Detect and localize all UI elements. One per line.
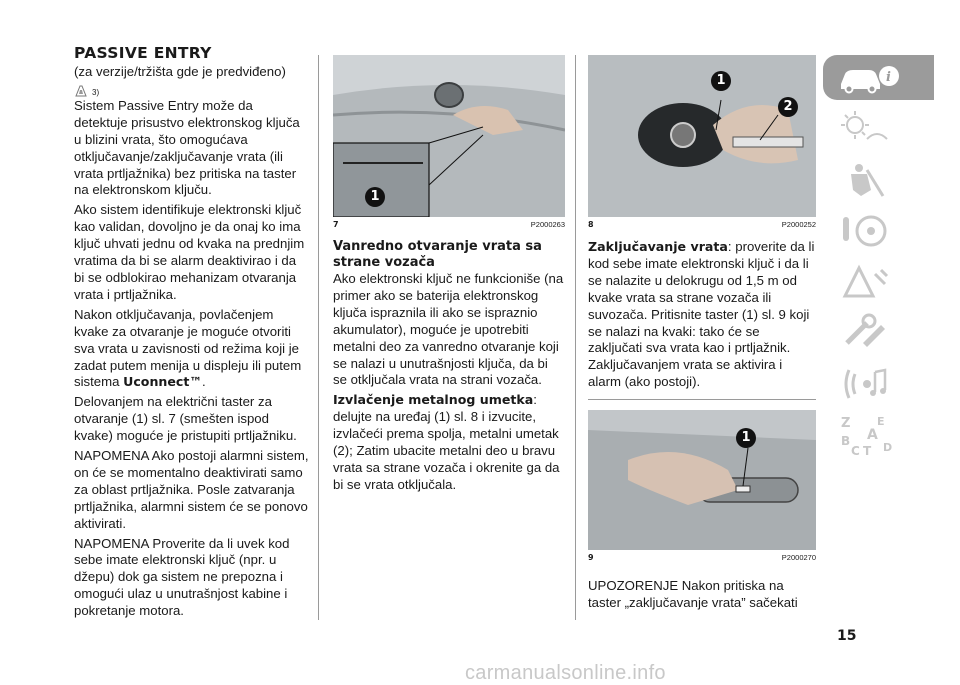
column-locking [588,44,816,615]
warning-reference [74,82,310,97]
figure-marker-2: 2 [778,97,798,117]
door-locking-term: Zaključavanje vrata [588,239,728,254]
paragraph: Ako elektronski ključ ne funkcioniše (na primer ako se baterija elektronskog ključa ispraznila ili ako se ispraznio akumulator), moguće je upotrebiti metalni deo za vanredno otvaranje koji se nalazi u unutrašnjosti ključa, da bi se otključala vrata na strani vozača. [333,271,564,388]
index-letter: D [883,440,893,454]
figure-marker-1: 1 [711,71,731,91]
figure-number: 9 [588,553,594,563]
figure-number: 8 [588,220,594,229]
figure-9-caption [588,553,816,562]
paragraph: Sistem Passive Entry može da detektuje prisustvo elektronskog ključa u blizini vrata, što omogućava otključavanje/zaključavanje vrata (ili vrata prtljažnika) bez pritiska na taster na elektronskom ključu. [74,97,300,198]
text: : delujte na uređaj (1) sl. 8 i izvucite, izvlačeći prema spolja, metalni umetak (2); Zatim ubacite metalni deo u bravu vrata sa strane vozača i okrenite ga da bi se vrata otključala. [333,392,560,492]
page-number: 15 [837,628,857,644]
figure-9-illustration [588,410,816,550]
figure-8-caption [588,220,816,229]
tab-maintenance[interactable] [823,310,934,355]
figure-8-illustration [588,55,816,217]
car-info-icon [837,62,901,94]
text: Nakon otključavanja, povlačenjem kvake za otvaranje je moguće otvoriti sva vrata u zavisnosti od režima koji je zadat putem menija u displeju ili putem sistema [74,306,302,390]
tab-emergency[interactable] [823,259,934,304]
tab-driving[interactable] [823,208,934,253]
divider [588,399,816,400]
note-paragraph: NAPOMENA Proverite da li uvek kod sebe imate elektronski ključ (npr. u džepu) dok ga sistem ne prepozna i omogući ulaz u unutrašnjost kabine i pokretanje motora. [74,535,290,619]
column-emergency-opening [333,44,565,497]
paragraph: Ako sistem identifikuje elektronski ključ kao validan, dovoljno je da onaj ko ima ključ uhvati jednu od kvaka na prednjim vratima da bi se alarm deaktivirao i da bi se odblokirao mehanizam otvaranja vrata i prtljažnika. [74,202,305,302]
svg-text:i: i [886,69,891,85]
paragraph-uconnect [74,307,310,392]
index-letter: B [841,433,851,448]
driving-steering-icon [837,211,893,251]
index-letter: C [851,443,860,457]
index-letter: Z [841,415,851,431]
multimedia-icon [837,364,893,404]
emergency-opening-heading: Vanredno otvaranje vrata sa strane vozača [333,239,542,270]
section-title: PASSIVE ENTRY [74,44,212,62]
figure-code: P2000270 [781,553,816,563]
figure-marker-1: 1 [365,187,385,207]
index-letter: A [867,426,878,443]
paragraph-metal-insert [333,392,565,493]
metal-insert-term: Izvlačenje metalnog umetka [333,392,534,408]
paragraph: Delovanjem na električni taster za otvaranje (1) sl. 7 (smešten ispod kvake) moguće je pristupiti prtljažniku. [74,394,297,444]
figure-marker-1: 1 [736,428,756,448]
section-subtitle: (za verzije/tržišta gde je predviđeno) [74,64,286,79]
emergency-warning-icon [837,262,893,302]
column-passive-entry [74,44,310,623]
figure-7-caption [333,220,565,229]
figure-code: P2000252 [781,220,816,229]
chapter-sidebar [823,55,934,463]
watermark-footer: carmanualsonline.info [465,662,666,684]
paragraph-door-locking [588,239,816,391]
tab-index[interactable] [823,412,934,457]
tab-dashboard-lights[interactable] [823,106,934,151]
figure-9-door-handle [588,410,816,550]
note-paragraph: NAPOMENA Ako postoji alarmni sistem, on će se momentalno deaktivirati samo za oblast prtljažnika. Posle zatvaranja prtljažnika, alarmni sistem će se ponovo aktivirati. [74,448,309,531]
index-letters-icon [837,413,897,457]
figure-8-key-insert [588,55,816,217]
column-divider [318,55,319,620]
text: . [202,374,206,390]
warning-ref-number: 3) [92,87,100,97]
figure-7-trunk-button [333,55,565,217]
warning-paragraph: UPOZORENJE Nakon pritiska na taster „zaključavanje vrata” sačekati [588,578,798,611]
tab-car-info[interactable] [823,55,934,100]
column-divider [575,55,576,620]
figure-code: P2000263 [530,220,565,229]
warning-hand-icon [74,84,88,97]
tab-multimedia[interactable] [823,361,934,406]
index-letter: E [877,414,885,428]
figure-number: 7 [333,220,339,229]
index-letter: T [863,443,872,457]
uconnect-term: Uconnect™ [123,374,203,390]
tab-safety[interactable] [823,157,934,202]
maintenance-wrench-icon [837,313,893,353]
text: : proverite da li kod sebe imate elektronski ključ i da li se nalazite u delokrugu od 1,5 m od kvake vrata sa strane vozača ili suvozača. Pritisnite taster (1) sl. 9 koji se nalazi na kvaki: tako će se zaključati sva vrata kao i prtljažnik. Zaključavanjem vrata se aktivira i alarm (ako postoji). [588,239,815,390]
dashboard-lights-icon [837,109,893,149]
safety-airbag-icon [837,160,893,200]
